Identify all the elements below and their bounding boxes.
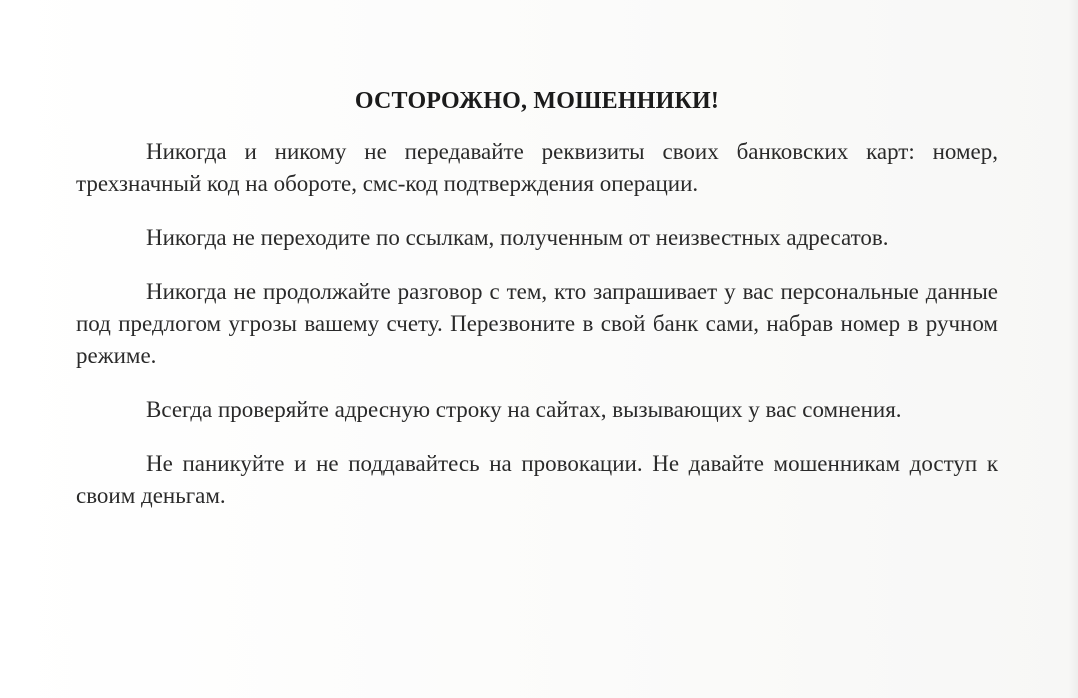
paragraph-unknown-links: Никогда не переходите по ссылкам, полученным от неизвестных адресатов. — [146, 225, 889, 250]
scan-edge-shadow — [1068, 0, 1078, 698]
paragraph-do-not-panic: Не паникуйте и не поддавайтесь на провокации. Не давайте мошенникам доступ к своим деньгам. — [76, 451, 998, 508]
paragraph-personal-data-calls: Никогда не продолжайте разговор с тем, кто запрашивает у вас персональные данные под предлогом угрозы вашему счету. Перезвоните в свой банк сами, набрав номер в ручном режиме. — [76, 279, 998, 368]
document-title: ОСТОРОЖНО, МОШЕННИКИ! — [354, 88, 720, 114]
paragraph-bank-card-details: Никогда и никому не передавайте реквизиты своих банковских карт: номер, трехзначный код на обороте, смс-код подтверждения операции. — [76, 139, 998, 196]
paragraph-check-address-bar: Всегда проверяйте адресную строку на сайтах, вызывающих у вас сомнения. — [146, 397, 902, 422]
